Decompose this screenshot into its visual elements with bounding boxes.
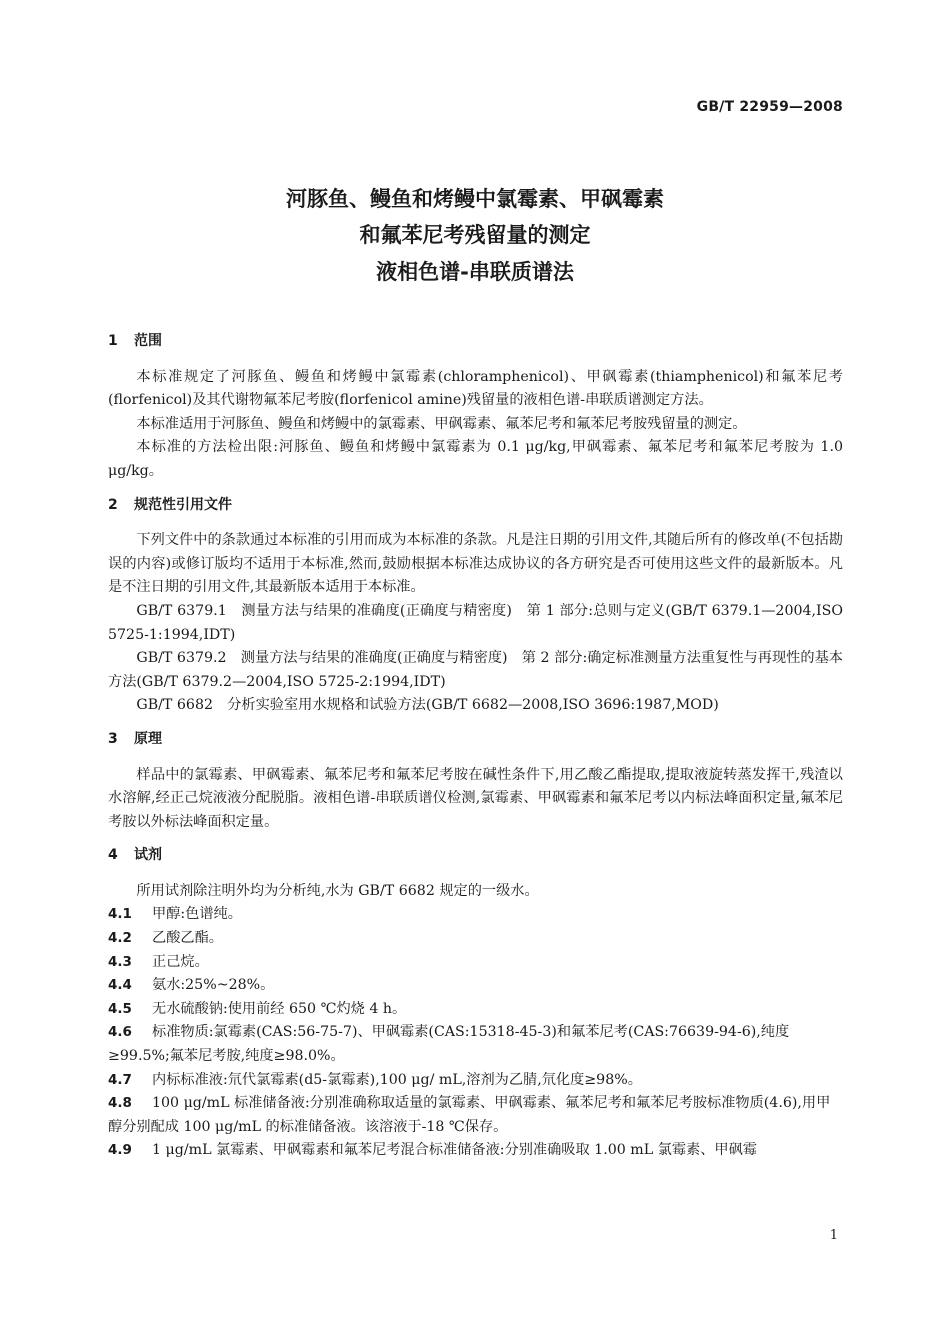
reagent-item: 4.1 甲醇:色谱纯。 [108,906,242,923]
reagent-item: 4.7 内标标准液:氘代氯霉素(d5-氯霉素),100 μg/ mL,溶剂为乙腈,氘化度≥98%。 [108,1071,642,1088]
paragraph: 样品中的氯霉素、甲砜霉素、氟苯尼考和氟苯尼考胺在碱性条件下,用乙酸乙酯提取,提取液旋转蒸发挥干,残渣以水溶解,经正己烷液液分配脱脂。液相色谱-串联质谱仪检测,氯霉素、甲砜霉素和氟苯尼考以内标法峰面积定量,氟苯尼考胺以外标法峰面积定量。 [108,766,843,830]
section-heading-reagents: 4 试剂 [108,847,162,864]
page-number: 1 [829,1228,838,1243]
section-heading-normative-references: 2 规范性引用文件 [108,496,232,513]
title-line-2: 和氟苯尼考残留量的测定 [359,223,591,247]
paragraph: 本标准的方法检出限:河豚鱼、鳗鱼和烤鳗中氯霉素为 0.1 μg/kg,甲砜霉素、氟苯尼考和氟苯尼考胺为 1.0 μg/kg。 [108,439,843,479]
reference-item: GB/T 6682 分析实验室用水规格和试验方法(GB/T 6682—2008,ISO 3696:1987,MOD) [136,697,719,714]
reagent-item: 4.3 正己烷。 [108,953,209,970]
reagent-item: 4.2 乙酸乙酯。 [108,930,223,947]
reagent-item: 4.4 氨水:25%~28%。 [108,977,275,994]
paragraph: 本标准适用于河豚鱼、鳗鱼和烤鳗中的氯霉素、甲砜霉素、氟苯尼考和氟苯尼考胺残留量的测定。 [136,415,747,432]
reagent-item: 4.8 100 μg/mL 标准储备液:分别准确称取适量的氯霉素、甲砜霉素、氟苯尼考和氟苯尼考胺标准物质(4.6),用甲醇分别配成 100 μg/mL 的标准储备液。该溶液于-18 ℃保存。 [108,1095,831,1135]
paragraph: 本标准规定了河豚鱼、鳗鱼和烤鳗中氯霉素(chloramphenicol)、甲砜霉素(thiamphenicol)和氟苯尼考(florfenicol)及其代谢物氟苯尼考胺(florfenicol amine)残留量的液相色谱-串联质谱测定方法。 [108,368,843,409]
reference-item: GB/T 6379.2 测量方法与结果的准确度(正确度与精密度) 第 2 部分:确定标准测量方法重复性与再现性的基本方法(GB/T 6379.2—2004,ISO 5725-2:1994,IDT) [108,650,843,690]
reagent-item: 4.9 1 μg/mL 氯霉素、甲砜霉素和氟苯尼考混合标准储备液:分别准确吸取 1.00 mL 氯霉素、甲砜霉 [108,1142,757,1159]
reagent-item: 4.6 标准物质:氯霉素(CAS:56-75-7)、甲砜霉素(CAS:15318-45-3)和氟苯尼考(CAS:76639-94-6),纯度≥99.5%;氟苯尼考胺,纯度≥98.0%。 [108,1024,790,1065]
paragraph: 下列文件中的条款通过本标准的引用而成为本标准的条款。凡是注日期的引用文件,其随后所有的修改单(不包括勘误的内容)或修订版均不适用于本标准,然而,鼓励根据本标准达成协议的各方研究是否可使用这些文件的最新版本。凡是不注日期的引用文件,其最新版本适用于本标准。 [108,532,843,596]
paragraph: 所用试剂除注明外均为分析纯,水为 GB/T 6682 规定的一级水。 [136,882,539,899]
document-body [108,330,843,1163]
standard-code: GB/T 22959—2008 [696,99,843,115]
reference-item: GB/T 6379.1 测量方法与结果的准确度(正确度与精密度) 第 1 部分:总则与定义(GB/T 6379.1—2004,ISO 5725-1:1994,IDT) [108,602,843,643]
reagent-item: 4.5 无水硫酸钠:使用前经 650 ℃灼烧 4 h。 [108,1000,407,1017]
title-line-3: 液相色谱-串联质谱法 [376,260,574,284]
section-heading-principle: 3 原理 [108,730,162,747]
title-line-1: 河豚鱼、鳗鱼和烤鳗中氯霉素、甲砜霉素 [286,187,664,211]
section-heading-scope: 1 范围 [108,333,162,349]
